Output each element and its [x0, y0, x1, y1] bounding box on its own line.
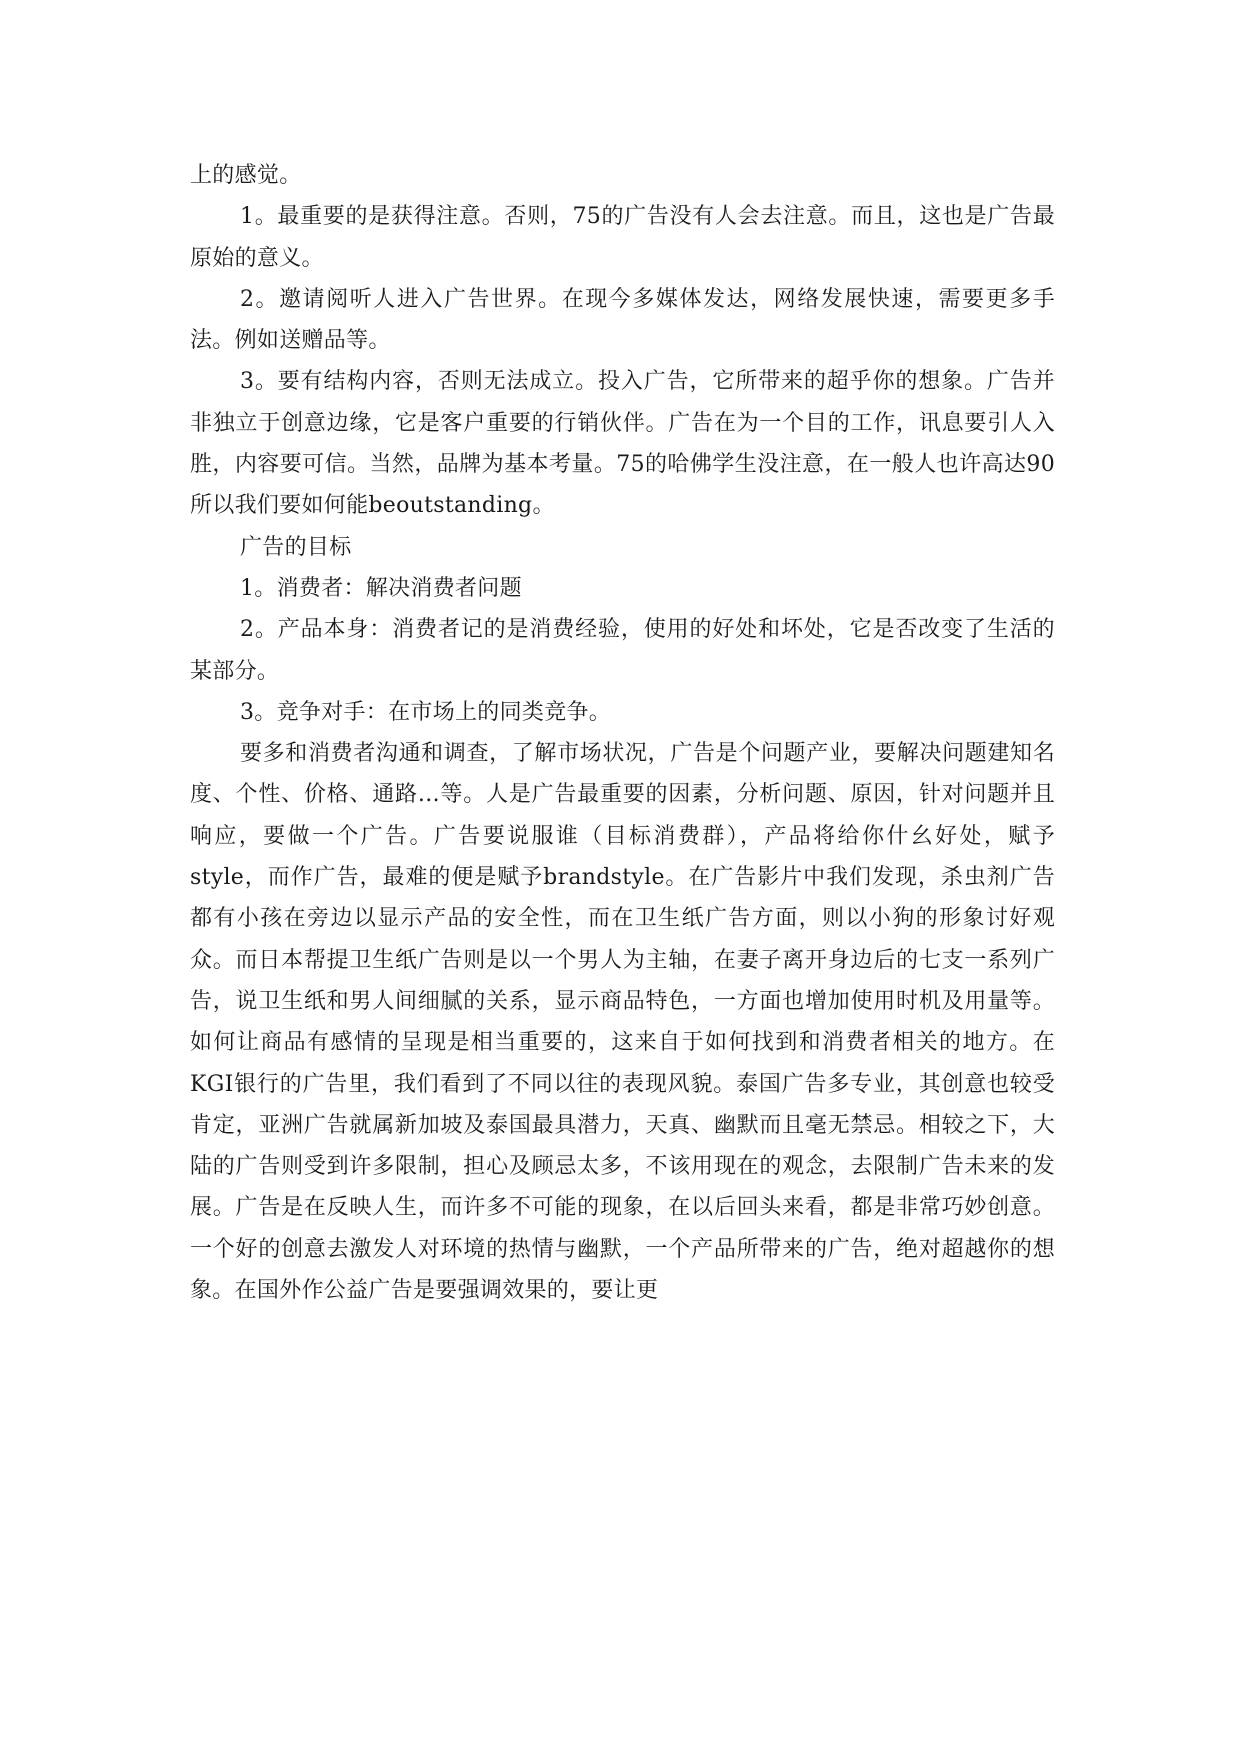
paragraph-goal-2-product: 2。产品本身：消费者记的是消费经验，使用的好处和坏处，它是否改变了生活的某部分。 — [190, 617, 1055, 684]
paragraph-goal-3-competitor: 3。竞争对手：在市场上的同类竞争。 — [240, 699, 612, 725]
paragraph-main-discussion: 要多和消费者沟通和调查，了解市场状况，广告是个问题产业，要解决问题建知名度、个性、价格、通路…等。人是广告最重要的因素，分析问题、原因，针对问题并且响应，要做一个广告。广告要说服谁（目标消费群），产品将给你什幺好处，赋予style，而作广告，最难的便是赋予brandstyle。在广告影片中我们发现，杀虫剂广告都有小孩在旁边以显示产品的安全性，而在卫生纸广告方面，则以小狗的形象讨好观众。而日本帮提卫生纸广告则是以一个男人为主轴，在妻子离开身边后的七支一系列广告，说卫生纸和男人间细腻的关系，显示商品特色，一方面也增加使用时机及用量等。如何让商品有感情的呈现是相当重要的，这来自于如何找到和消费者相关的地方。在KGI银行的广告里，我们看到了不同以往的表现风貌。泰国广告多专业，其创意也较受肯定，亚洲广告就属新加坡及泰国最具潜力，天真、幽默而且毫无禁忌。相较之下，大陆的广告则受到许多限制，担心及顾忌太多，不该用现在的观念，去限制广告未来的发展。广告是在反映人生，而许多不可能的现象，在以后回头来看，都是非常巧妙创意。一个好的创意去激发人对环境的热情与幽默，一个产品所带来的广告，绝对超越你的想象。在国外作公益广告是要强调效果的，要让更 — [190, 741, 1055, 1304]
paragraph-goal-1-consumer: 1。消费者：解决消费者问题 — [240, 575, 522, 601]
section-heading-ad-goals: 广告的目标 — [240, 534, 352, 560]
paragraph-point-3-structure: 3。要有结构内容，否则无法成立。投入广告，它所带来的超乎你的想象。广告并非独立于创意边缘，它是客户重要的行销伙伴。广告在为一个目的工作，讯息要引人入胜，内容要可信。当然，品牌为基本考量。75的哈佛学生没注意，在一般人也许高达90所以我们要如何能beoutstanding。 — [190, 369, 1055, 519]
paragraph-point-1-attention: 1。最重要的是获得注意。否则，75的广告没有人会去注意。而且，这也是广告最原始的意义。 — [190, 204, 1055, 271]
paragraph-continuation: 上的感觉。 — [190, 163, 302, 188]
document-body — [190, 155, 1055, 1311]
paragraph-point-2-invite: 2。邀请阅听人进入广告世界。在现今多媒体发达，网络发展快速，需要更多手法。例如送赠品等。 — [190, 286, 1055, 354]
